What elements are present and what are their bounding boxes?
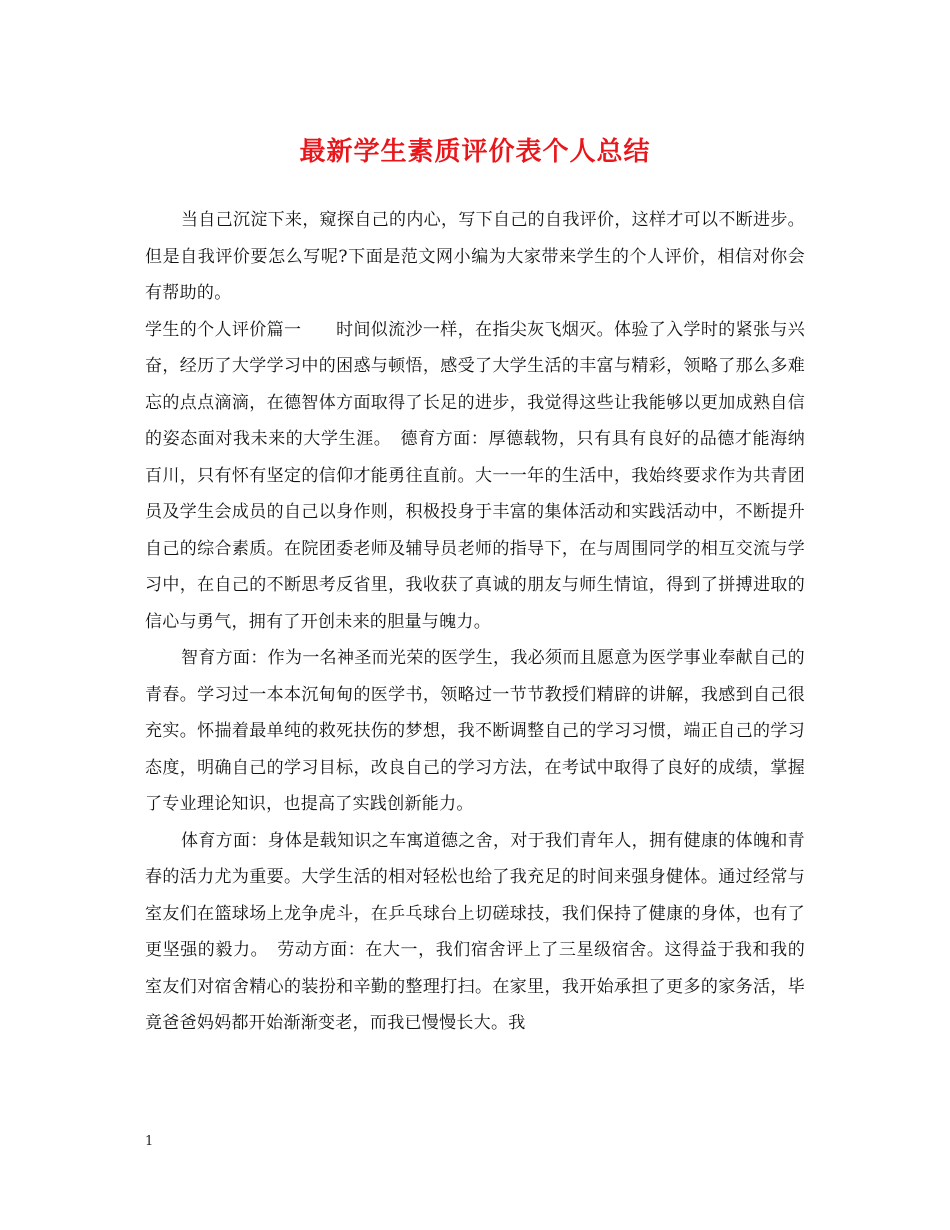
page-number: 1 <box>145 1134 154 1149</box>
paragraph-physical: 体育方面：身体是载知识之车寓道德之舍，对于我们青年人，拥有健康的体魄和青春的活力尤为重要。大学生活的相对轻松也给了我充足的时间来强身健体。通过经常与室友们在篮球场上龙争虎斗，在乒乓球台上切磋球技，我们保持了健康的身体，也有了更坚强的毅力。 劳动方面：在大一，我们宿舍评上了三星级宿舍。这得益于我和我的室友们对宿舍精心的装扮和辛勤的整理打扫。在家里，我开始承担了更多的家务活，毕竟爸爸妈妈都开始渐渐变老，而我已慢慢长大。我 <box>145 830 805 1033</box>
paragraph-intro: 当自己沉淀下来，窥探自己的内心，写下自己的自我评价，这样才可以不断进步。但是自我评价要怎么写呢?下面是范文网小编为大家带来学生的个人评价，相信对你会有帮助的。 <box>145 210 805 303</box>
document-title: 最新学生素质评价表个人总结 <box>299 137 651 167</box>
paragraph-section-one: 学生的个人评价篇一 时间似流沙一样，在指尖灰飞烟灭。体验了入学时的紧张与兴奋，经历了大学学习中的困惑与顿悟，感受了大学生活的丰富与精彩，领略了那么多难忘的点点滴滴，在德智体方面取得了长足的进步，我觉得这些让我能够以更加成熟自信的姿态面对我未来的大学生涯。 德育方面：厚德载物，只有具有良好的品德才能海纳百川，只有怀有坚定的信仰才能勇往直前。大一一年的生活中，我始终要求作为共青团员及学生会成员的自己以身作则，积极投身于丰富的集体活动和实践活动中，不断提升自己的综合素质。在院团委老师及辅导员老师的指导下，在与周围同学的相互交流与学习中，在自己的不断思考反省里，我收获了真诚的朋友与师生情谊，得到了拼搏进取的信心与勇气，拥有了开创未来的胆量与魄力。 <box>145 319 805 632</box>
paragraph-intellectual: 智育方面：作为一名神圣而光荣的医学生，我必须而且愿意为医学事业奉献自己的青春。学习过一本本沉甸甸的医学书，领略过一节节教授们精辟的讲解，我感到自己很充实。怀揣着最单纯的救死扶伤的梦想，我不断调整自己的学习习惯，端正自己的学习态度，明确自己的学习目标，改良自己的学习方法，在考试中取得了良好的成绩，掌握了专业理论知识，也提高了实践创新能力。 <box>145 648 805 814</box>
document-body <box>145 202 805 1042</box>
